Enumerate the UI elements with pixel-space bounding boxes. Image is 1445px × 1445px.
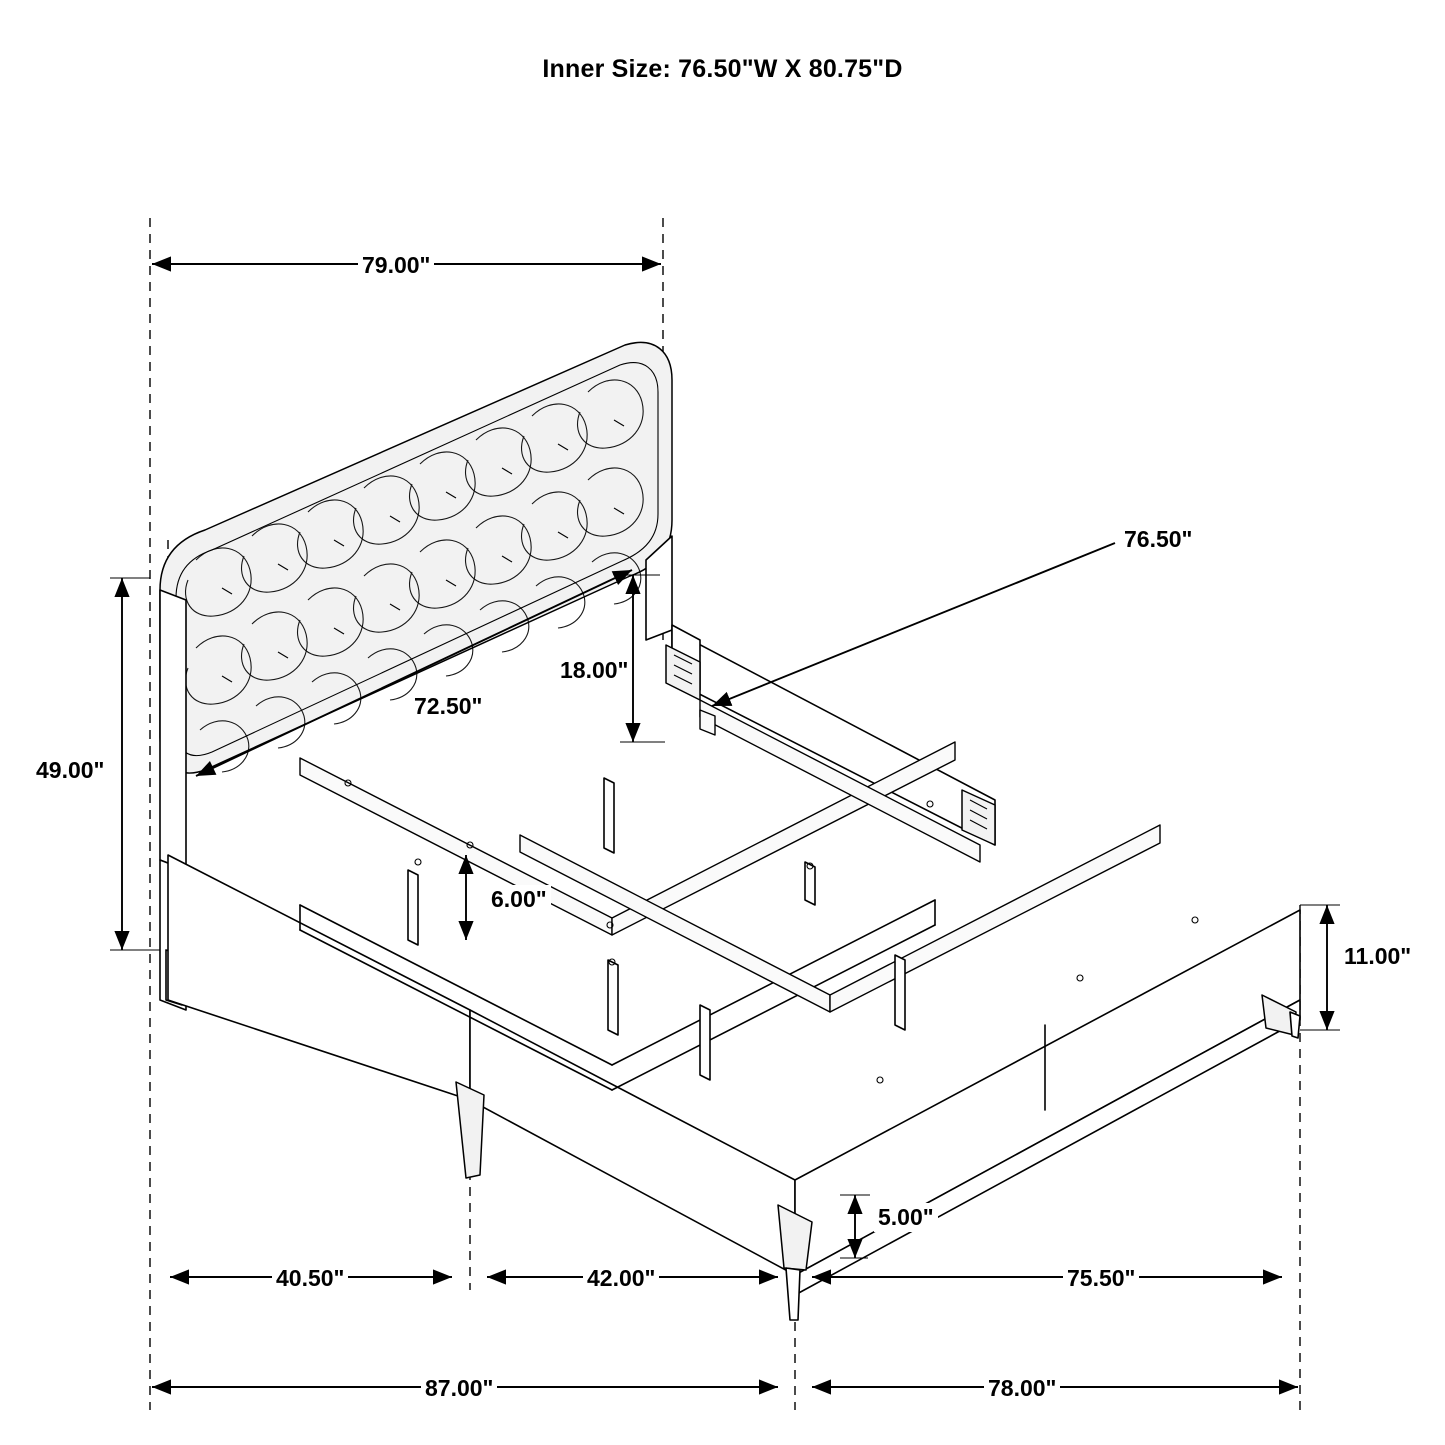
dim-label-deck-height: 11.00" xyxy=(1340,942,1415,971)
dim-label-headboard-width: 79.00" xyxy=(358,251,434,280)
bed-frame xyxy=(168,625,1300,1295)
dim-label-slat-clearance: 6.00" xyxy=(487,885,551,914)
page-title: Inner Size: 76.50"W X 80.75"D xyxy=(542,55,903,83)
dim-label-headboard-panel-height: 18.00" xyxy=(556,656,632,685)
dim-label-right-span: 75.50" xyxy=(1063,1264,1139,1293)
dim-label-right-total: 78.00" xyxy=(984,1374,1060,1403)
dim-label-front-span: 40.50" xyxy=(272,1264,348,1293)
dim-label-overall-height: 49.00" xyxy=(32,756,108,785)
dim-label-mid-span: 42.00" xyxy=(583,1264,659,1293)
dim-label-headboard-inner-width: 72.50" xyxy=(410,692,486,721)
dim-label-left-total: 87.00" xyxy=(421,1374,497,1403)
dim-label-side-rail-depth: 76.50" xyxy=(1120,525,1196,554)
dim-label-leg-height: 5.00" xyxy=(874,1203,938,1232)
